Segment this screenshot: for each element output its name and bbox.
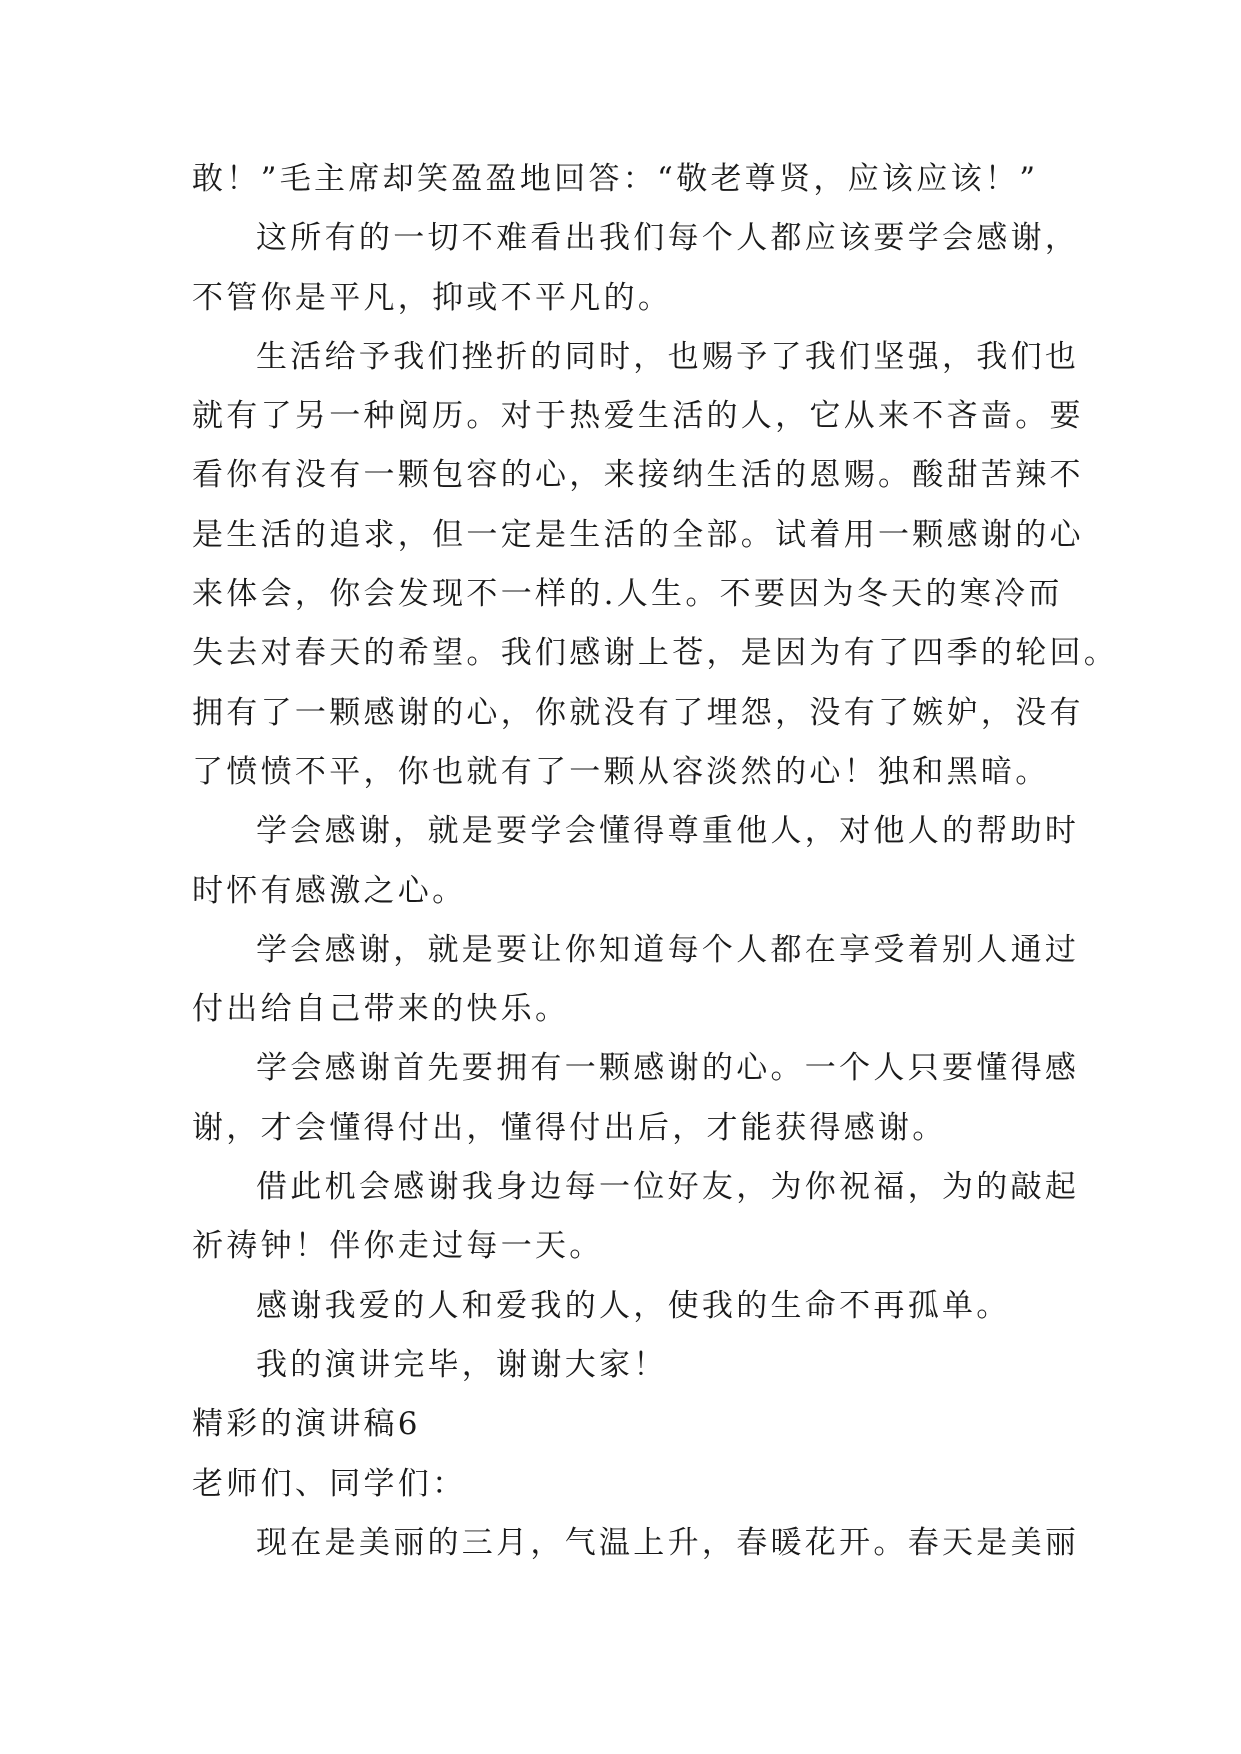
text-line: 看你有没有一颗包容的心，来接纳生活的恩赐。酸甜苦辣不 xyxy=(192,457,1084,494)
paragraph-start-line: 学会感谢，就是要学会懂得尊重他人，对他人的帮助时 xyxy=(256,813,1080,850)
paragraph-start-line: 现在是美丽的三月，气温上升，春暖花开。春天是美丽 xyxy=(256,1524,1080,1561)
text-line: 谢，才会懂得付出，懂得付出后，才能获得感谢。 xyxy=(192,1109,947,1146)
text-line: 来体会，你会发现不一样的.人生。不要因为冬天的寒冷而 xyxy=(192,576,1063,613)
text-line: 失去对春天的希望。我们感谢上苍，是因为有了四季的轮回。 xyxy=(192,635,1119,672)
text-line: 时怀有感激之心。 xyxy=(192,872,467,909)
paragraph-start-line: 这所有的一切不难看出我们每个人都应该要学会感谢， xyxy=(256,220,1080,257)
paragraph-start-line: 借此机会感谢我身边每一位好友，为你祝福，为的敲起 xyxy=(256,1169,1080,1206)
paragraph-start-line: 生活给予我们挫折的同时，也赐予了我们坚强，我们也 xyxy=(256,338,1080,375)
paragraph-start-line: 感谢我爱的人和爱我的人，使我的生命不再孤单。 xyxy=(256,1287,1011,1324)
text-line: 是生活的追求，但一定是生活的全部。试着用一颗感谢的心 xyxy=(192,516,1084,553)
text-line: 拥有了一颗感谢的心，你就没有了埋怨，没有了嫉妒，没有 xyxy=(192,694,1084,731)
text-line: 了愤愤不平，你也就有了一颗从容淡然的心！独和黑暗。 xyxy=(192,753,1050,790)
paragraph-start-line: 我的演讲完毕，谢谢大家！ xyxy=(256,1346,668,1383)
text-line: 敢！”毛主席却笑盈盈地回答：“敬老尊贤，应该应该！” xyxy=(192,161,1039,197)
text-line: 不管你是平凡，抑或不平凡的。 xyxy=(192,279,673,316)
salutation-line: 老师们、同学们： xyxy=(192,1465,467,1502)
text-line: 付出给自己带来的快乐。 xyxy=(192,991,570,1028)
text-line: 就有了另一种阅历。对于热爱生活的人，它从来不吝啬。要 xyxy=(192,398,1084,435)
paragraph-start-line: 学会感谢首先要拥有一颗感谢的心。一个人只要懂得感 xyxy=(256,1050,1080,1087)
paragraph-start-line: 学会感谢，就是要让你知道每个人都在享受着别人通过 xyxy=(256,931,1080,968)
text-line: 祈祷钟！伴你走过每一天。 xyxy=(192,1228,604,1265)
document-body xyxy=(192,150,1119,1573)
section-heading: 精彩的演讲稿6 xyxy=(192,1406,421,1443)
